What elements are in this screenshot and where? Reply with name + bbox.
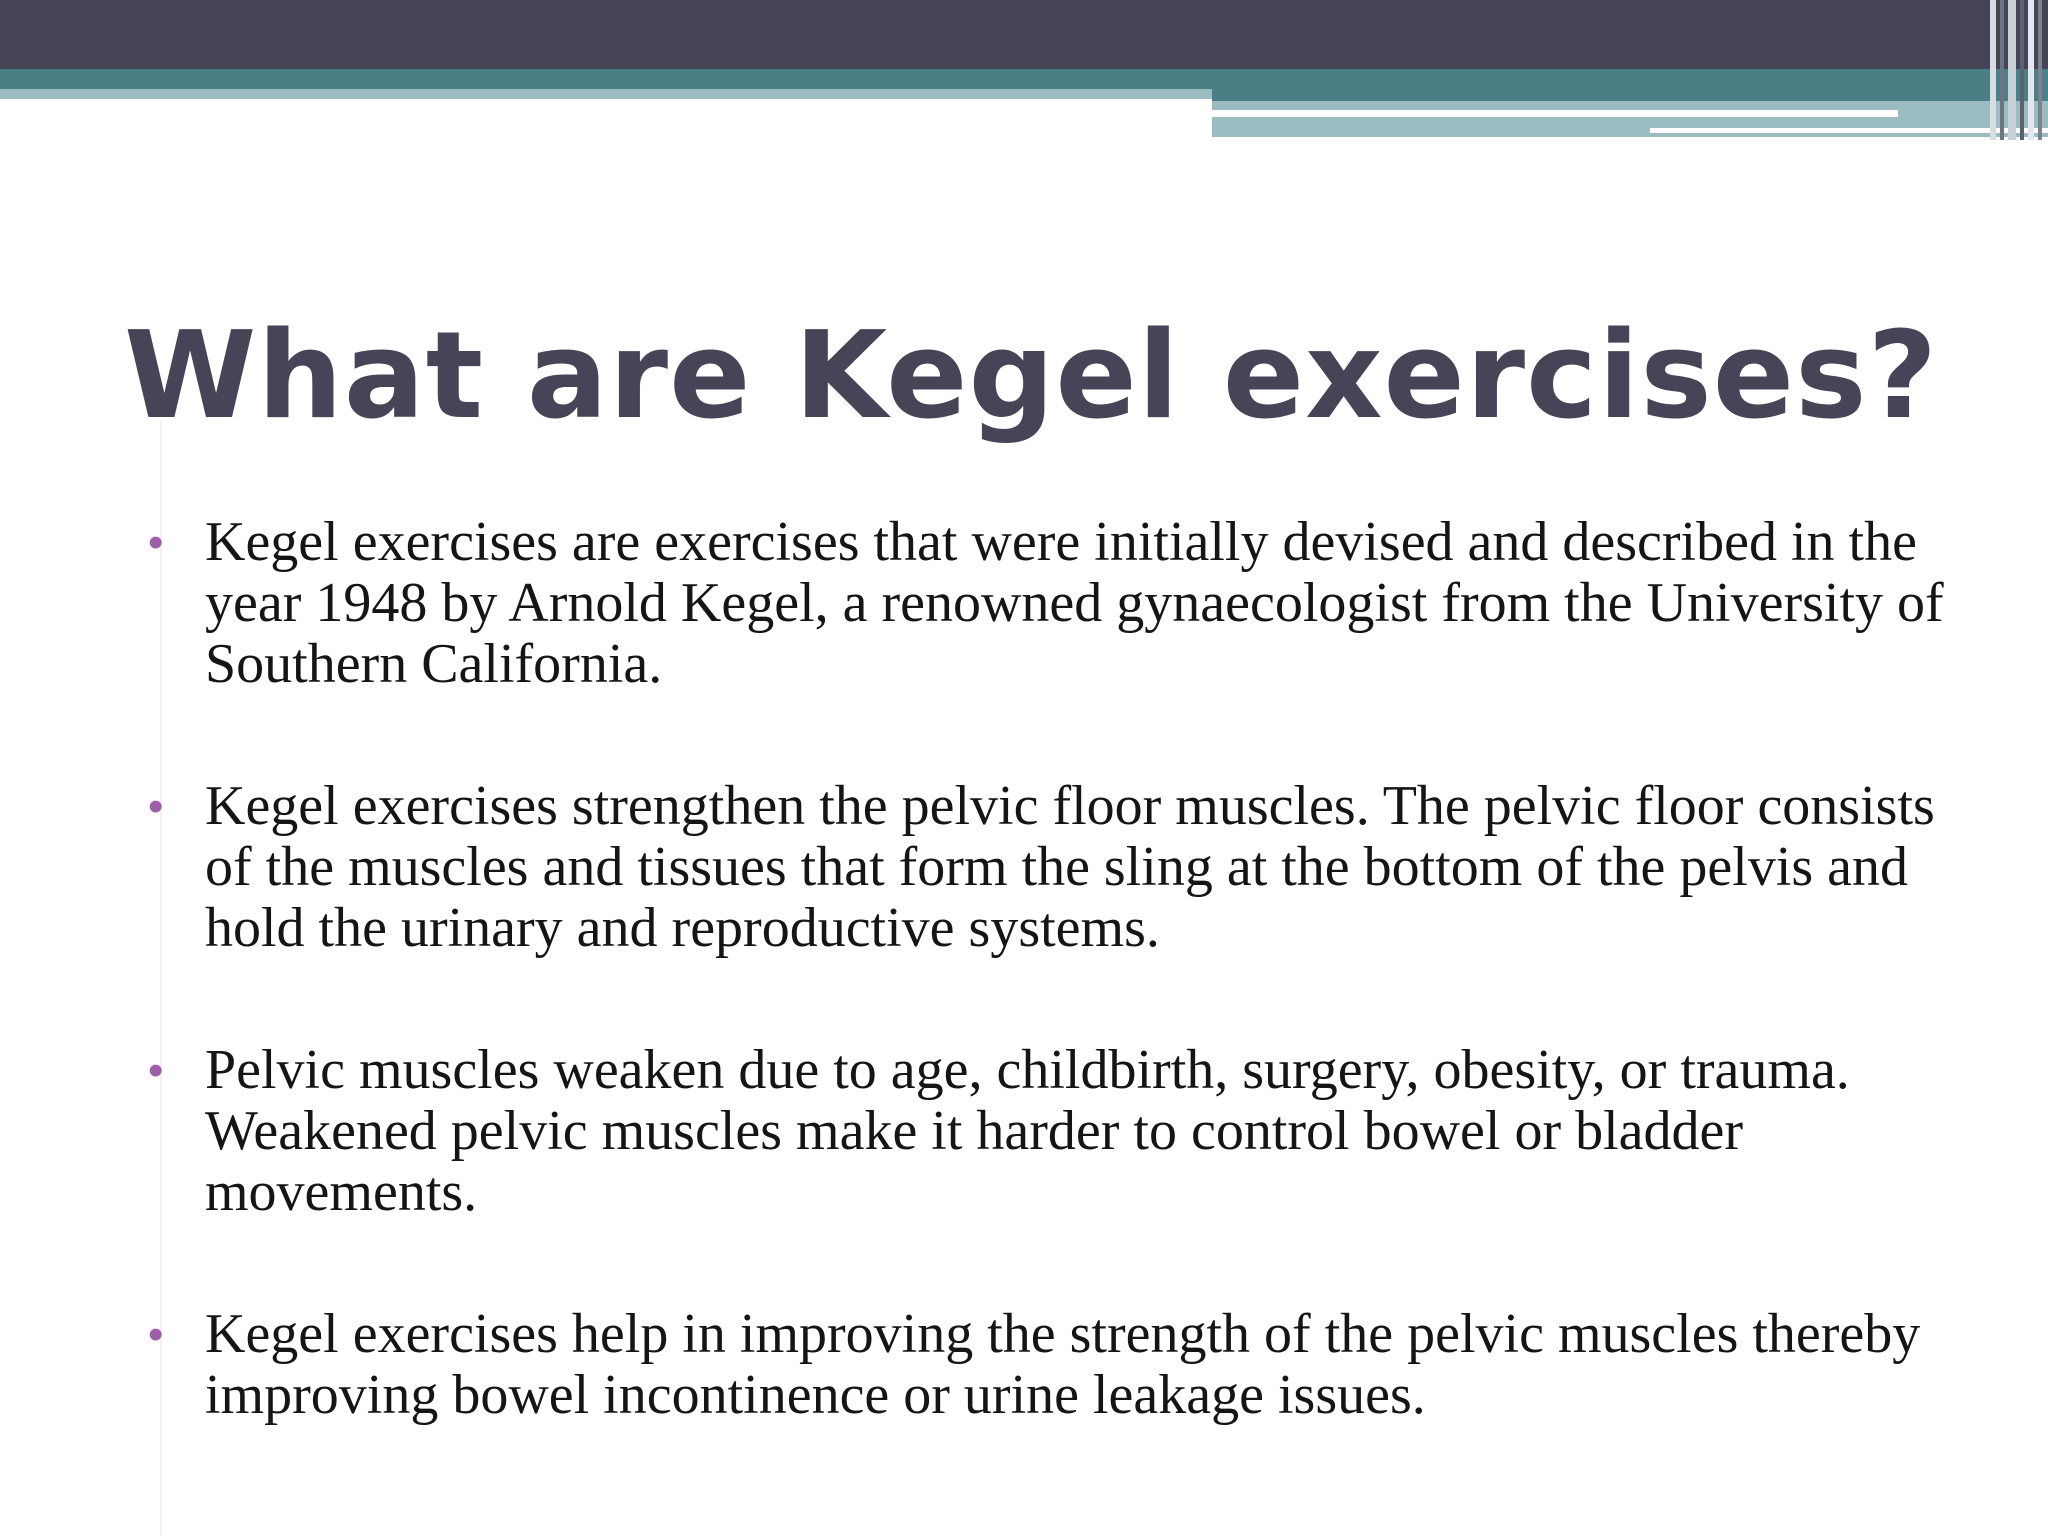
- bullet-text: Kegel exercises help in improving the strength of the pelvic muscles thereby improving bowel incontinence or urine leakage issues.: [205, 1303, 1921, 1426]
- bullet-marker-icon: •: [148, 1310, 164, 1359]
- header-band-line-short: [1650, 128, 2048, 133]
- bullet-text: Kegel exercises are exercises that were initially devised and described in the year 1948 by Arnold Kegel, a renowned gynaecologist from the University of Southern California.: [205, 511, 1944, 695]
- bullet-marker-icon: •: [148, 782, 164, 831]
- header-band-dark: [0, 0, 2048, 69]
- bullet-item: [140, 1304, 1940, 1426]
- bullet-list: [140, 511, 1944, 1507]
- header-band-teal-right: [1212, 69, 2048, 101]
- bullet-text: Pelvic muscles weaken due to age, childbirth, surgery, obesity, or trauma. Weakened pelvic muscles make it harder to control bowel or bladder movements.: [205, 1039, 1850, 1223]
- bullet-item: [140, 1040, 1940, 1223]
- bullet-item: [140, 776, 1940, 959]
- slide-title: What are Kegel exercises?: [124, 307, 1939, 446]
- header-corner-stripes: [1990, 0, 2048, 140]
- header-band-gap: [1212, 120, 2048, 126]
- bullet-marker-icon: •: [148, 1046, 164, 1095]
- header-band-teal-left: [0, 69, 1212, 89]
- bullet-marker-icon: •: [148, 518, 164, 567]
- bullet-text: Kegel exercises strengthen the pelvic floor muscles. The pelvic floor consists of the muscles and tissues that form the sling at the bottom of the pelvis and hold the urinary and reproductive systems.: [205, 775, 1935, 959]
- header-band-line: [1212, 110, 1898, 117]
- bullet-item: [140, 511, 1944, 695]
- header-band-light-left: [0, 89, 1212, 99]
